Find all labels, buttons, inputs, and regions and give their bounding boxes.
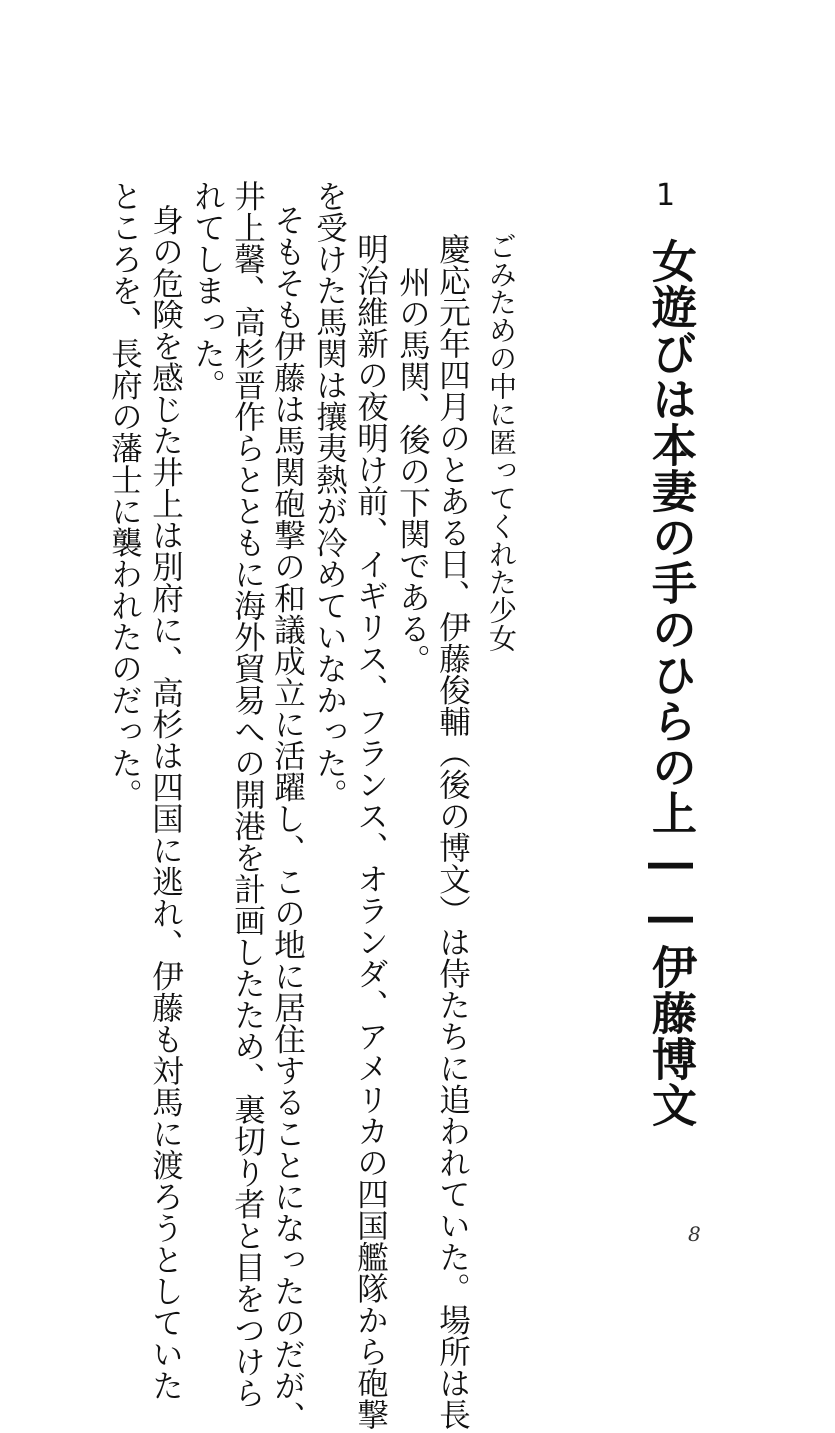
body-line: 明治維新の夜明け前、イギリス、フランス、オランダ、アメリカの四国艦隊から砲撃 bbox=[352, 233, 389, 1430]
body-line: そもそも伊藤は馬関砲撃の和議成立に活躍し、この地に居住することになったのだが、 bbox=[269, 204, 306, 1433]
chapter-number: 1 bbox=[648, 178, 683, 213]
body-line: 州の馬関、後の下関である。 bbox=[394, 266, 431, 676]
page-number: 8 bbox=[688, 1222, 701, 1246]
body-line: 身の危険を感じた井上は別府に、高杉は四国に逃れ、伊藤も対馬に渡ろうとしていた bbox=[147, 204, 184, 1401]
chapter-title: 女遊びは本妻の手のひらの上――伊藤博文 bbox=[644, 238, 697, 1128]
body-line: 慶応元年四月のとある日、伊藤俊輔（後の博文）は侍たちに追われていた。場所は長 bbox=[434, 233, 471, 1430]
body-line: を受けた馬関は攘夷熱が冷めていなかった。 bbox=[311, 180, 348, 810]
body-line: れてしまった。 bbox=[189, 180, 226, 401]
section-heading: ごみための中に匿ってくれた少女 bbox=[485, 232, 518, 652]
body-line: 井上馨、高杉晋作らとともに海外貿易への開港を計画したため、裏切り者と目をつけら bbox=[229, 180, 266, 1409]
body-line: ところを、長府の藩士に襲われたのだった。 bbox=[106, 180, 143, 810]
